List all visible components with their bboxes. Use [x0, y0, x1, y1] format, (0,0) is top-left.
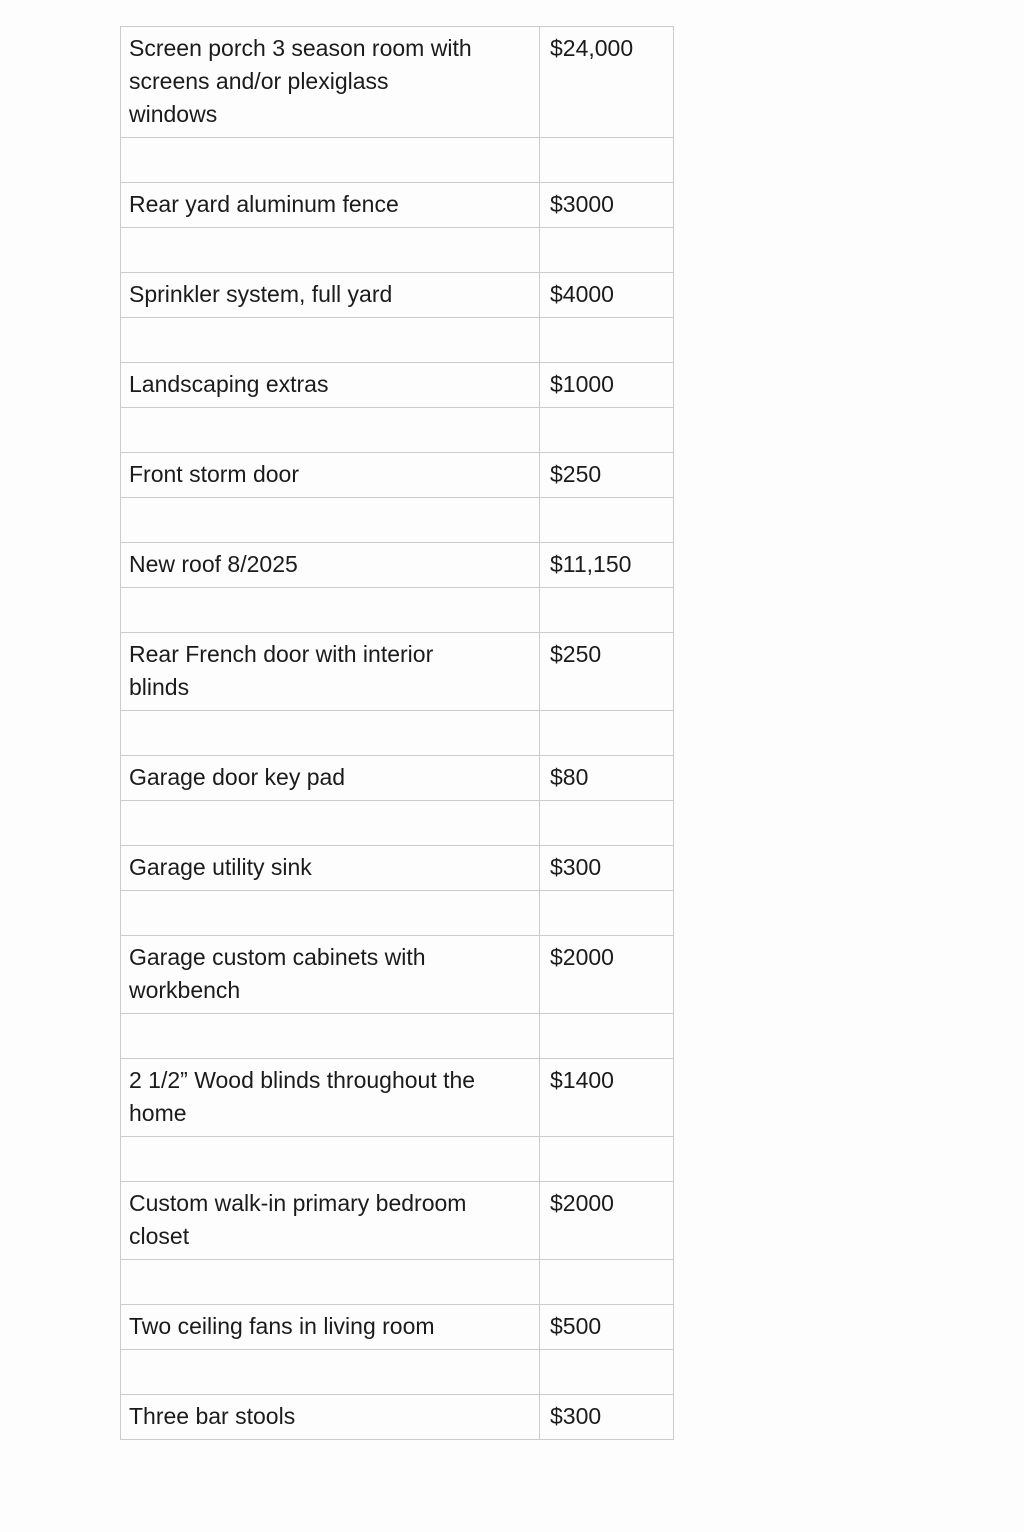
price-cell: $4000 [540, 273, 674, 318]
empty-cell [121, 1014, 540, 1059]
item-cell: Sprinkler system, full yard [121, 273, 540, 318]
empty-cell [540, 711, 674, 756]
empty-cell [121, 1137, 540, 1182]
item-cell: Rear yard aluminum fence [121, 183, 540, 228]
price-cell: $11,150 [540, 543, 674, 588]
table-row [121, 633, 674, 711]
home-features-price-table [120, 26, 674, 1440]
price-cell: $24,000 [540, 27, 674, 138]
empty-cell [540, 801, 674, 846]
spacer-row [121, 408, 674, 453]
price-cell: $300 [540, 846, 674, 891]
table-row [121, 543, 674, 588]
empty-cell [540, 1350, 674, 1395]
empty-cell [540, 1014, 674, 1059]
empty-cell [121, 498, 540, 543]
spacer-row [121, 138, 674, 183]
item-cell: Three bar stools [121, 1395, 540, 1440]
spacer-row [121, 1137, 674, 1182]
item-cell: Garage door key pad [121, 756, 540, 801]
empty-cell [121, 801, 540, 846]
table-row [121, 936, 674, 1014]
table-row [121, 1395, 674, 1440]
price-cell: $1400 [540, 1059, 674, 1137]
spacer-row [121, 1260, 674, 1305]
table-row [121, 1182, 674, 1260]
table-row [121, 183, 674, 228]
spacer-row [121, 1350, 674, 1395]
empty-cell [540, 1137, 674, 1182]
price-cell: $300 [540, 1395, 674, 1440]
price-cell: $80 [540, 756, 674, 801]
item-cell: Front storm door [121, 453, 540, 498]
table-row [121, 273, 674, 318]
item-cell: Rear French door with interior blinds [121, 633, 540, 711]
item-cell: Garage utility sink [121, 846, 540, 891]
empty-cell [540, 138, 674, 183]
empty-cell [121, 588, 540, 633]
empty-cell [121, 891, 540, 936]
table-row [121, 756, 674, 801]
empty-cell [121, 138, 540, 183]
spacer-row [121, 891, 674, 936]
item-cell: Landscaping extras [121, 363, 540, 408]
empty-cell [121, 1260, 540, 1305]
price-cell: $3000 [540, 183, 674, 228]
empty-cell [121, 318, 540, 363]
item-cell: Screen porch 3 season room with screens and/or plexiglass windows [121, 27, 540, 138]
empty-cell [540, 498, 674, 543]
item-cell: 2 1/2” Wood blinds throughout the home [121, 1059, 540, 1137]
price-cell: $500 [540, 1305, 674, 1350]
item-cell: New roof 8/2025 [121, 543, 540, 588]
spacer-row [121, 1014, 674, 1059]
table-row [121, 453, 674, 498]
spacer-row [121, 228, 674, 273]
empty-cell [540, 318, 674, 363]
spacer-row [121, 588, 674, 633]
empty-cell [540, 588, 674, 633]
spacer-row [121, 711, 674, 756]
price-cell: $250 [540, 633, 674, 711]
price-cell: $1000 [540, 363, 674, 408]
empty-cell [540, 408, 674, 453]
empty-cell [121, 1350, 540, 1395]
item-cell: Two ceiling fans in living room [121, 1305, 540, 1350]
spacer-row [121, 801, 674, 846]
spacer-row [121, 498, 674, 543]
empty-cell [121, 228, 540, 273]
price-cell: $2000 [540, 936, 674, 1014]
empty-cell [540, 1260, 674, 1305]
table-row [121, 1305, 674, 1350]
empty-cell [540, 228, 674, 273]
empty-cell [121, 408, 540, 453]
empty-cell [540, 891, 674, 936]
table-row [121, 363, 674, 408]
table-row [121, 1059, 674, 1137]
spacer-row [121, 318, 674, 363]
item-cell: Garage custom cabinets with workbench [121, 936, 540, 1014]
price-cell: $250 [540, 453, 674, 498]
price-cell: $2000 [540, 1182, 674, 1260]
empty-cell [121, 711, 540, 756]
table-row [121, 846, 674, 891]
item-cell: Custom walk-in primary bedroom closet [121, 1182, 540, 1260]
table-row [121, 27, 674, 138]
